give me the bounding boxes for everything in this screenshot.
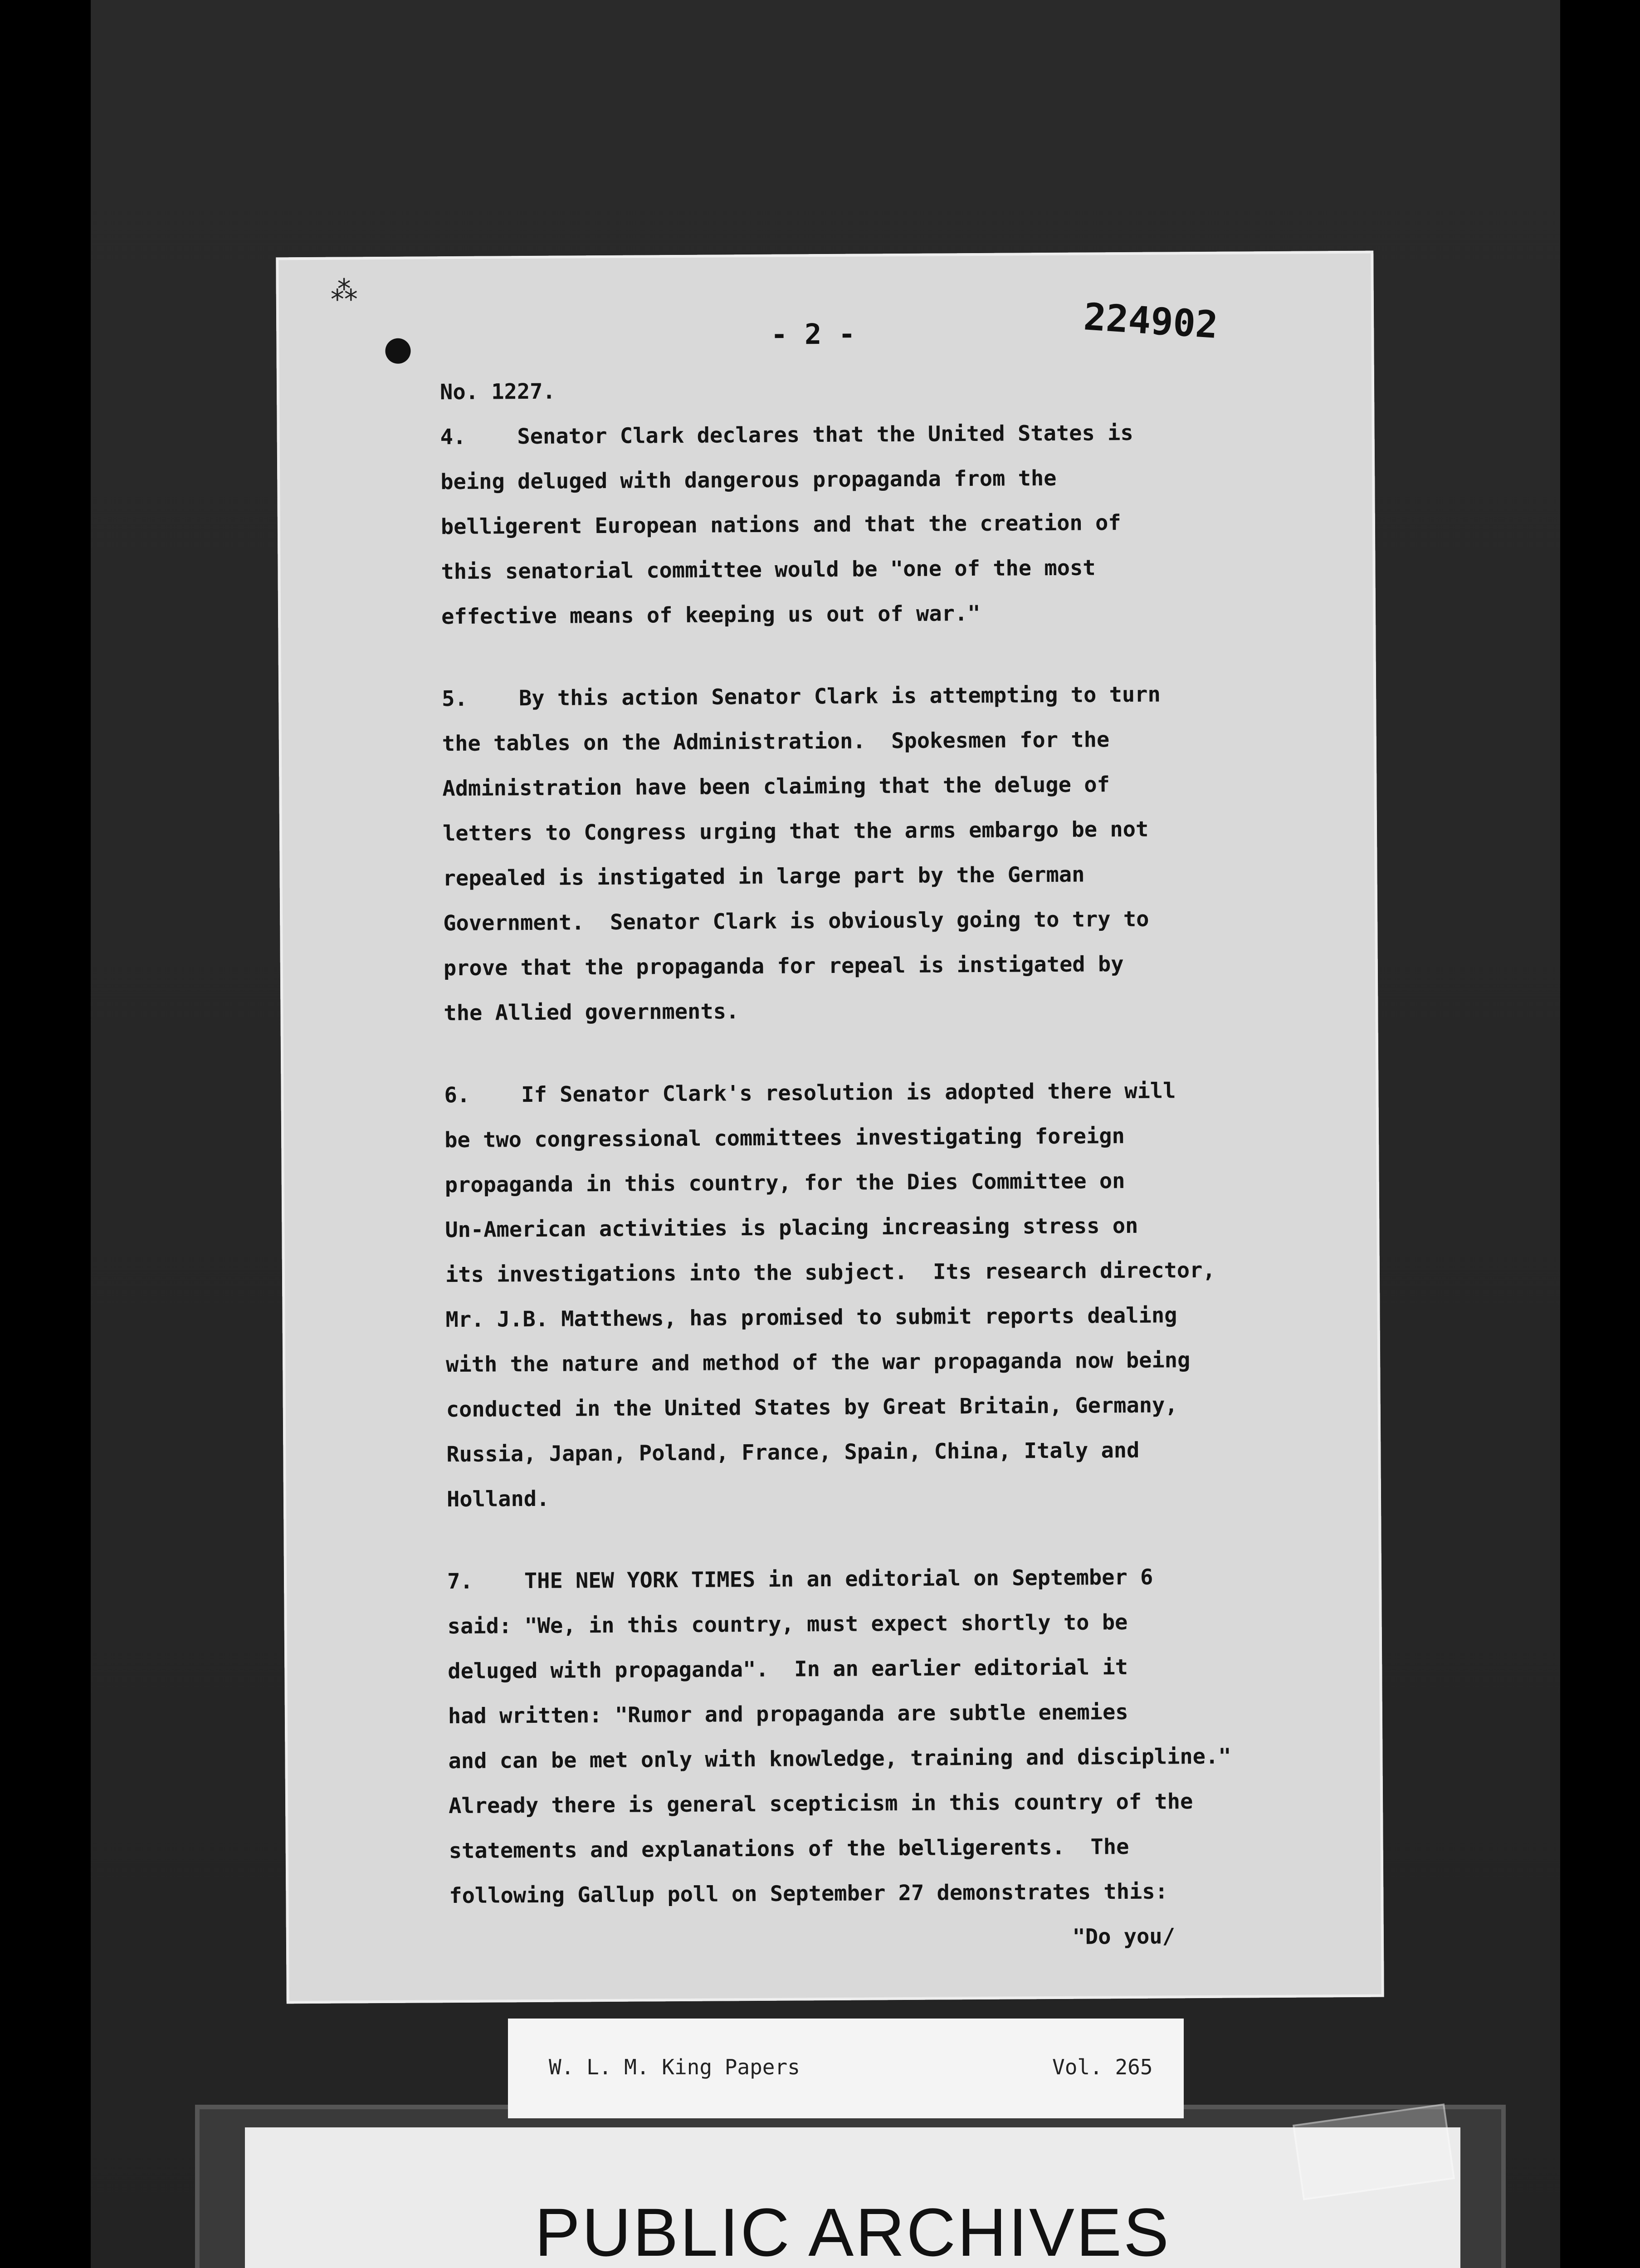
text-line: Mr. J.B. Matthews, has promised to submit reports dealing xyxy=(445,1303,1177,1333)
text-line: had written: "Rumor and propaganda are subtle enemies xyxy=(448,1700,1128,1729)
text-line: 5. By this action Senator Clark is attempting to turn xyxy=(442,682,1161,712)
paragraph-5 xyxy=(442,671,1360,1036)
collection-name: W. L. M. King Papers xyxy=(549,2055,800,2079)
collection-label xyxy=(508,2019,1184,2118)
text-line: propaganda in this country, for the Dies Committee on xyxy=(444,1168,1125,1198)
memo-number: No. 1227. xyxy=(439,379,556,405)
archives-card xyxy=(245,2127,1460,2268)
paragraph-7 xyxy=(447,1554,1366,1918)
continuation-catchword: "Do you/ xyxy=(1072,1924,1176,1950)
text-line: prove that the propaganda for repeal is instigated by xyxy=(443,952,1124,981)
corner-mark: ⁂ xyxy=(330,275,358,307)
text-line: Un-American activities is placing increasing stress on xyxy=(445,1213,1138,1243)
text-line: Russia, Japan, Poland, France, Spain, China, Italy and xyxy=(446,1437,1140,1467)
paragraph-6 xyxy=(444,1067,1363,1522)
text-line: conducted in the United States by Great Britain, Germany, xyxy=(446,1393,1178,1422)
text-line: Administration have been claiming that the deluge of xyxy=(442,772,1110,802)
text-line: its investigations into the subject. Its research director, xyxy=(445,1257,1215,1288)
paragraph-4 xyxy=(440,409,1357,639)
paragraph-gap xyxy=(441,634,1357,676)
paragraph-gap xyxy=(444,1030,1360,1073)
text-line: 6. If Senator Clark's resolution is adopted there will xyxy=(444,1078,1176,1108)
archives-title-en: PUBLIC ARCHIVES xyxy=(534,2194,1171,2268)
text-line: and can be met only with knowledge, training and discipline." xyxy=(448,1744,1231,1774)
text-line: deluged with propaganda". In an earlier editorial it xyxy=(448,1655,1128,1684)
text-line: Already there is general scepticism in this country of the xyxy=(448,1789,1193,1819)
text-line: effective means of keeping us out of war." xyxy=(441,601,981,630)
text-line: be two congressional committees investigating foreign xyxy=(444,1124,1125,1153)
punch-hole xyxy=(385,338,410,364)
text-line: repealed is instigated in large part by the German xyxy=(443,862,1085,891)
document-page xyxy=(276,251,1384,2004)
text-line: Government. Senator Clark is obviously going to try to xyxy=(443,906,1149,936)
document-body xyxy=(440,364,1366,1963)
text-line: said: "We, in this country, must expect shortly to be xyxy=(447,1610,1128,1639)
page-number: - 2 - xyxy=(771,317,856,351)
paragraph-gap xyxy=(447,1516,1363,1559)
text-line: letters to Congress urging that the arms embargo be not xyxy=(442,816,1149,846)
text-line: 4. Senator Clark declares that the United States is xyxy=(440,420,1133,450)
volume-number: Vol. 265 xyxy=(1052,2055,1153,2079)
text-line: Holland. xyxy=(446,1486,550,1512)
text-line: 7. THE NEW YORK TIMES in an editorial on September 6 xyxy=(447,1564,1153,1594)
text-line: statements and explanations of the belligerents. The xyxy=(449,1834,1129,1864)
text-line: this senatorial committee would be "one of the most xyxy=(441,555,1096,585)
text-line: the tables on the Administration. Spokesmen for the xyxy=(442,727,1110,757)
document-number-stamp: 224902 xyxy=(1082,295,1220,347)
text-line: following Gallup poll on September 27 demonstrates this: xyxy=(449,1879,1168,1909)
text-line: the Allied governments. xyxy=(444,999,739,1026)
text-line: belligerent European nations and that the creation of xyxy=(440,510,1121,540)
text-line: being deluged with dangerous propaganda from the xyxy=(440,465,1057,495)
text-line: with the nature and method of the war propaganda now being xyxy=(446,1348,1191,1378)
